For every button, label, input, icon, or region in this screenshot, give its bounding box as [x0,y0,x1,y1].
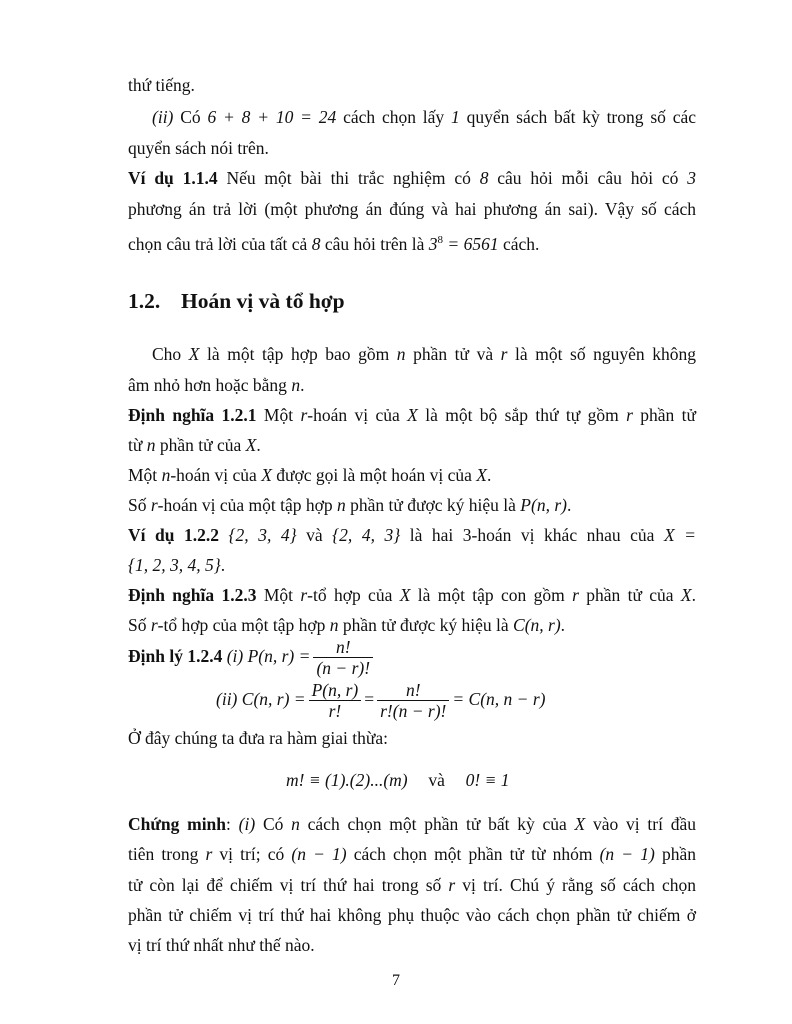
text-line: {1, 2, 3, 4, 5}. [128,555,226,575]
text-line: Ở đây chúng ta đưa ra hàm giai thừa: [128,728,388,748]
definition-label: Định nghĩa 1.2.3 [128,585,257,605]
text-line: từ n phần tử của X. [128,435,261,455]
page-number: 7 [392,972,400,989]
example-label: Ví dụ 1.1.4 [128,168,218,188]
proof-label: Chứng minh [128,814,227,834]
text-line: tử còn lại để chiếm vị trí thứ hai trong số r vị trí. Chú ý rằng số cách chọn [128,875,696,895]
text-line: Một n-hoán vị của X được gọi là một hoán vị của X. [128,465,492,485]
text-line: phần tử chiếm vị trí thứ hai không phụ thuộc vào cách chọn phần tử chiếm ở [128,905,696,925]
fraction: $\frac{n!}{(n - r)!}$ [313,637,373,678]
text-line: âm nhỏ hơn hoặc bằng n. [128,375,305,395]
proof-line: Chứng minh: (i) Có n cách chọn một phần tử bất kỳ của X vào vị trí đầu [128,814,696,834]
definition-line: Định nghĩa 1.2.3 Một r-tổ hợp của X là một tập con gồm r phần tử của X. [128,585,696,605]
formula-line: (ii) C(n, r) = $\frac{P(n, r)}{r!}$ = $\frac{n!}{r!(n - r)!}$ = C(n, n − r) [216,680,546,722]
text-line: (ii) Có 6 + 8 + 10 = 24 cách chọn lấy 1 quyển sách bất kỳ trong số các [152,107,696,127]
example-heading-line: Ví dụ 1.2.2 {2, 3, 4} và {2, 4, 3} là hai 3-hoán vị khác nhau của X = [128,525,696,545]
display-formula: m! ≡ (1).(2)...(m) và 0! ≡ 1 [286,770,510,790]
example-heading-line: Ví dụ 1.1.4 Nếu một bài thi trắc nghiệm có 8 câu hỏi mỗi câu hỏi có 3 [128,168,696,188]
fraction: $\frac{n!}{r!(n - r)!}$ [377,680,449,721]
section-number: 1.2. [128,289,161,313]
text-line: Cho X là một tập hợp bao gồm n phần tử và r là một số nguyên không [152,344,696,364]
text-line: thứ tiếng. [128,75,195,95]
example-label: Ví dụ 1.2.2 [128,525,220,545]
definition-label: Định nghĩa 1.2.1 [128,405,257,425]
section-heading [128,289,345,314]
text-line: quyển sách nói trên. [128,138,269,158]
fraction: $\frac{P(n, r)}{r!}$ [309,680,362,721]
section-title: Hoán vị và tổ hợp [181,289,345,313]
text-line: Số r-hoán vị của một tập hợp n phần tử được ký hiệu là P(n, r). [128,495,572,515]
theorem-label: Định lý 1.2.4 [128,646,223,666]
text-line: Số r-tổ hợp của một tập hợp n phần tử được ký hiệu là C(n, r). [128,615,566,635]
text-line: tiên trong r vị trí; có (n − 1) cách chọn một phần tử từ nhóm (n − 1) phần [128,844,696,864]
definition-line: Định nghĩa 1.2.1 Một r-hoán vị của X là một bộ sắp thứ tự gồm r phần tử [128,405,696,425]
text-line: phương án trả lời (một phương án đúng và hai phương án sai). Vậy số cách [128,199,696,219]
text-line: vị trí thứ nhất như thế nào. [128,935,315,955]
text-line: chọn câu trả lời của tất cả 8 câu hỏi trên là $3^8 = 6561$ cách. [128,233,540,254]
theorem-line: Định lý 1.2.4 (i) P(n, r) = $\frac{n!}{(n - r)!}$ [128,636,696,678]
